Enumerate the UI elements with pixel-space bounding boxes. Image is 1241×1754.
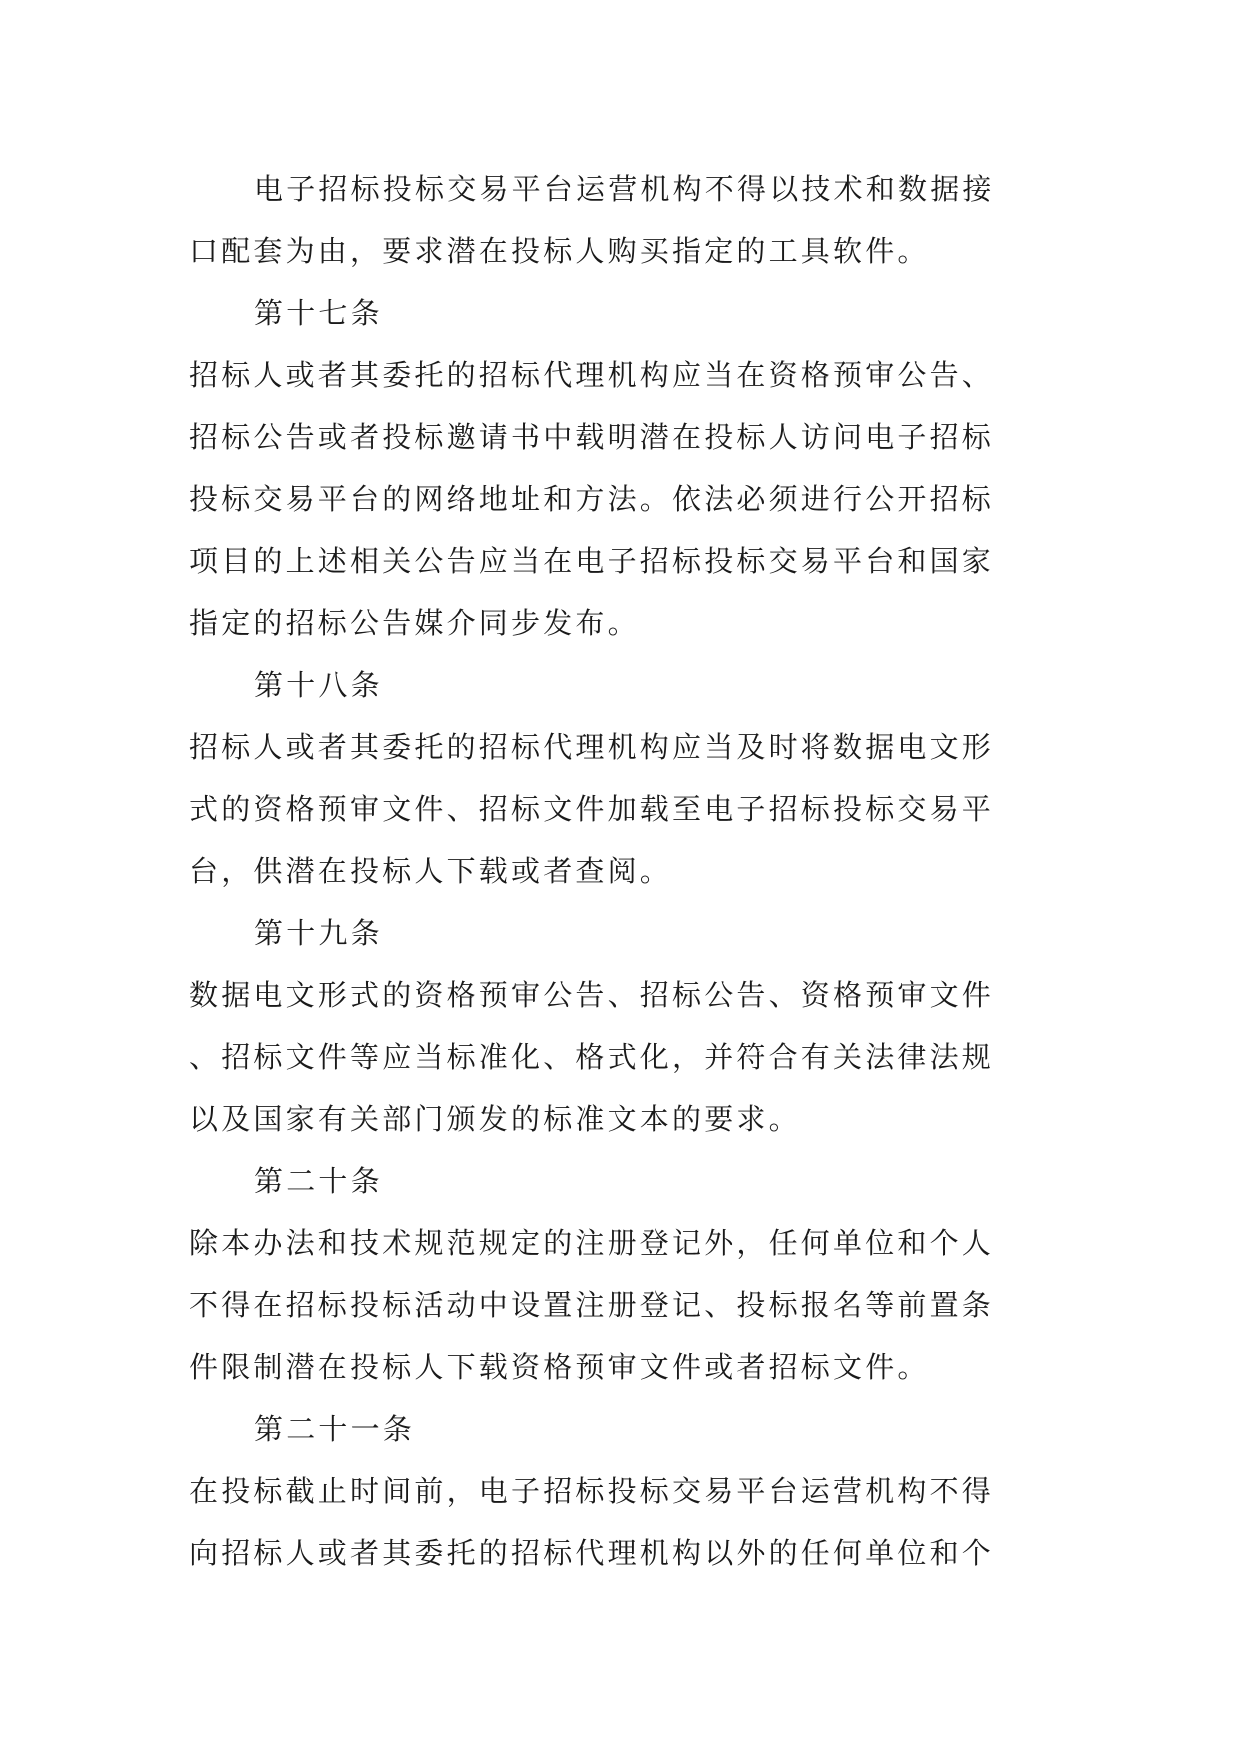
paragraph-line: 式的资格预审文件、招标文件加载至电子招标投标交易平 [189, 792, 995, 826]
paragraph-line: 投标交易平台的网络地址和方法。依法必须进行公开招标 [189, 482, 995, 516]
document-body [189, 158, 1031, 1584]
paragraph-line: 台，供潜在投标人下载或者查阅。 [189, 854, 673, 888]
paragraph-line: 向招标人或者其委托的招标代理机构以外的任何单位和个 [189, 1536, 995, 1570]
paragraph-line: 除本办法和技术规范规定的注册登记外，任何单位和个人 [189, 1226, 995, 1260]
paragraph-line: 不得在招标投标活动中设置注册登记、投标报名等前置条 [189, 1288, 995, 1322]
paragraph-line: 件限制潜在投标人下载资格预审文件或者招标文件。 [189, 1350, 930, 1384]
paragraph-line: 以及国家有关部门颁发的标准文本的要求。 [189, 1102, 801, 1136]
paragraph-line: 招标人或者其委托的招标代理机构应当及时将数据电文形 [189, 730, 995, 764]
article-heading: 第十九条 [254, 916, 383, 950]
paragraph-line: 招标人或者其委托的招标代理机构应当在资格预审公告、 [189, 358, 995, 392]
paragraph-line: 项目的上述相关公告应当在电子招标投标交易平台和国家 [189, 544, 995, 578]
article-heading: 第十七条 [254, 296, 383, 330]
paragraph-line: 数据电文形式的资格预审公告、招标公告、资格预审文件 [189, 978, 995, 1012]
paragraph-line: 口配套为由，要求潜在投标人购买指定的工具软件。 [189, 234, 930, 268]
paragraph-line: 、招标文件等应当标准化、格式化，并符合有关法律法规 [189, 1040, 995, 1074]
paragraph-line: 电子招标投标交易平台运营机构不得以技术和数据接 [254, 172, 995, 206]
article-heading: 第二十条 [254, 1164, 383, 1198]
paragraph-line: 招标公告或者投标邀请书中载明潜在投标人访问电子招标 [189, 420, 995, 454]
paragraph-line: 指定的招标公告媒介同步发布。 [189, 606, 640, 640]
article-heading: 第二十一条 [254, 1412, 416, 1446]
article-heading: 第十八条 [254, 668, 383, 702]
paragraph-line: 在投标截止时间前，电子招标投标交易平台运营机构不得 [189, 1474, 995, 1508]
